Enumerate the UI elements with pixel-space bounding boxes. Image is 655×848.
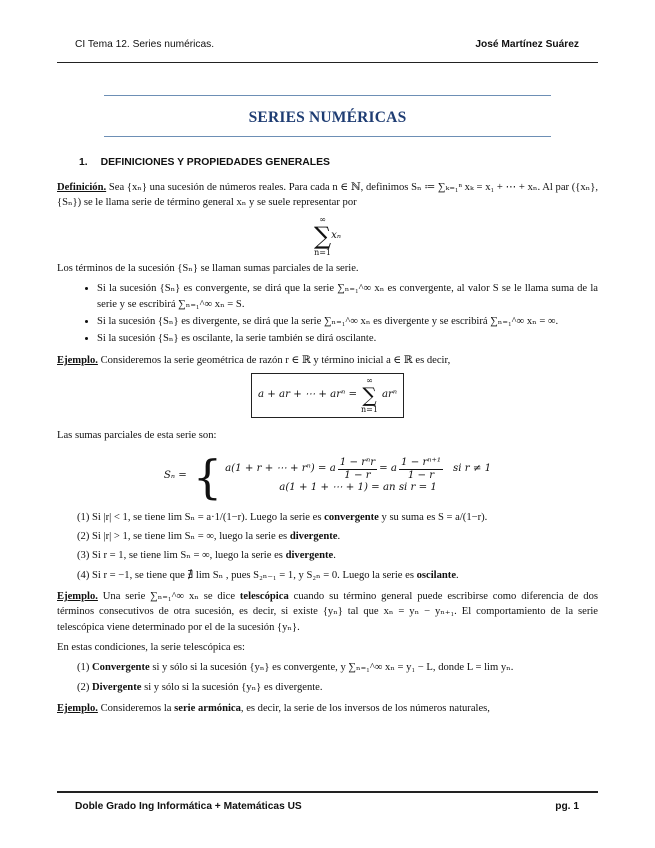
geometric-case-item	[77, 548, 598, 563]
telescopic-text-a: Una serie ∑ₙ₌₁^∞ xₙ se dice	[102, 590, 240, 602]
page-number: pg. 1	[555, 801, 579, 812]
sum-term: xₙ	[331, 230, 341, 241]
definition-text: Sea {xₙ} una sucesión de números reales. Para cada n ∈ ℕ, definimos Sₙ ≔ ∑ₖ₌₁ⁿ xₖ = x₁ + ⋯ + xₙ. Al par ({xₙ}, {Sₙ}) se le llama serie de término general xₙ y se suele representar por	[57, 182, 598, 209]
boxed-sum-term: arⁿ	[381, 389, 398, 401]
example-label: Ejemplo.	[57, 590, 98, 602]
harmonic-term: serie armónica	[174, 703, 241, 715]
telescopic-cases-list	[77, 660, 598, 695]
item-number: (1)	[77, 662, 90, 674]
sigma-glyph: ∑	[313, 221, 332, 250]
telescopic-text-b: cuando su término general puede escribirse como diferencia de dos términos consecutivos de otra sucesión, es decir, si existe {yₙ} tal que xₙ = yₙ − yₙ₊₁. El comportamiento de la serie telescópica viene determinado por el de la sucesión {yₙ}.	[57, 590, 598, 633]
geometric-case-item	[77, 529, 598, 544]
title-bottom-rule	[104, 136, 551, 137]
frac-denominator: 1 − r	[344, 469, 371, 481]
partial-sums-paragraph: Los términos de la sucesión {Sₙ} se llaman sumas parciales de la serie.	[57, 262, 359, 274]
geometric-case-item	[77, 568, 598, 583]
frac-denominator: 1 − r	[407, 469, 435, 481]
item-emphasis: convergente	[324, 511, 379, 523]
left-brace: {	[192, 449, 223, 504]
header-course-title: CI Tema 12. Series numéricas.	[75, 39, 215, 50]
page-title: SERIES NUMÉRICAS	[248, 109, 407, 126]
item-number: (3)	[77, 550, 90, 562]
sigma-glyph: ∑	[362, 383, 377, 408]
cases-body	[225, 457, 491, 495]
section-title: DEFINICIONES Y PROPIEDADES GENERALES	[100, 157, 330, 168]
harmonic-paragraph	[57, 701, 598, 716]
geometric-cases-list	[77, 510, 598, 583]
telescopic-paragraph	[57, 589, 598, 635]
boxed-sum-upper: ∞	[366, 376, 373, 386]
boxed-sum-lower: n=1	[361, 405, 378, 415]
definition-label: Definición.	[57, 182, 107, 194]
main-content	[57, 155, 598, 721]
footer-degree: Doble Grado Ing Informática + Matemáticas US	[75, 801, 302, 812]
item-tail: .	[337, 530, 341, 542]
boxed-partial-expansion: a + ar + ⋯ + arⁿ =	[257, 389, 358, 401]
example-label: Ejemplo.	[57, 354, 98, 366]
header-rule	[57, 62, 598, 63]
definition-paragraph	[57, 180, 598, 211]
geometric-series-box-row	[57, 373, 598, 418]
example-geometric-intro	[57, 353, 598, 368]
sum-upper-limit: ∞	[319, 214, 326, 224]
item-emphasis: divergente	[285, 550, 334, 562]
item-number: (1)	[77, 511, 90, 523]
frac-numerator: 1 − rⁿ⁺¹	[401, 457, 441, 469]
geometric-case-item	[77, 510, 598, 525]
case1-expansion: a(1 + r + ⋯ + rⁿ) = a	[225, 462, 336, 474]
telescopic-case-item	[77, 680, 598, 695]
title-top-rule	[104, 95, 551, 96]
sn-label: Sₙ =	[163, 470, 187, 482]
bullet-divergent: • Si la sucesión {Sₙ} es divergente, se dirá que la serie ∑ₙ₌₁^∞ xₙ es divergente y se escribirá ∑ₙ₌₁^∞ xₙ = ∞.	[97, 314, 598, 329]
example-geometric-text: Consideremos la serie geométrica de razón r ∈ ℝ y término inicial a ∈ ℝ es decir,	[100, 354, 451, 366]
example-label: Ejemplo.	[57, 703, 98, 715]
bullet-convergent: • Si la sucesión {Sₙ} es convergente, se dirá que la serie ∑ₙ₌₁^∞ xₙ es convergente, al valor S se le llama suma de la serie y se escribirá ∑ₙ₌₁^∞ xₙ = S.	[97, 281, 598, 312]
header-author: José Martínez Suárez	[475, 39, 579, 50]
item-tail: y su suma es S = a/(1−r).	[378, 511, 488, 523]
case1-fraction-2	[399, 457, 443, 480]
partial-sums-label: Las sumas parciales de esta serie son:	[57, 430, 217, 442]
item-text: Si |r| < 1, se tiene lim Sₙ = a·1/(1−r). Luego la serie es	[92, 511, 322, 523]
boxed-summation	[361, 377, 378, 414]
item-number: (4)	[77, 569, 90, 581]
telescopic-case-item	[77, 660, 598, 675]
telescopic-term: telescópica	[239, 590, 289, 602]
item-text: si y sólo si la sucesión {yₙ} es convergente, y ∑ₙ₌₁^∞ xₙ = y₁ − L, donde L = lim yₙ.	[149, 662, 514, 674]
case1-equals: = a	[379, 462, 398, 474]
section-heading	[79, 155, 598, 170]
footer-rule	[57, 791, 598, 793]
item-number: (2)	[77, 530, 90, 542]
item-number: (2)	[77, 681, 90, 693]
item-text: Si |r| > 1, se tiene lim Sₙ = ∞, luego la serie es	[92, 530, 288, 542]
convergence-bullets	[57, 281, 598, 346]
harmonic-text-a: Consideremos la	[100, 703, 175, 715]
item-emphasis: divergente	[289, 530, 338, 542]
telescopic-conditions-label: En estas condiciones, la serie telescópica es:	[57, 642, 245, 654]
harmonic-text-b: , es decir, la serie de los inversos de los números naturales,	[240, 703, 490, 715]
item-emphasis: Divergente	[92, 681, 142, 693]
geometric-series-box	[251, 373, 404, 418]
bullet-oscillating: • Si la sucesión {Sₙ} es oscilante, la serie también se dirá oscilante.	[97, 331, 598, 346]
series-display	[57, 216, 598, 257]
item-text: Si r = −1, se tiene que ∄ lim Sₙ , pues S₂ₙ₋₁ = 1, y S₂ₙ = 0. Luego la serie es	[92, 569, 414, 581]
item-text: Si r = 1, se tiene lim Sₙ = ∞, luego la serie es	[92, 550, 283, 562]
case1-fraction-1	[338, 457, 377, 480]
partial-sum-cases	[57, 449, 598, 504]
item-emphasis: Convergente	[92, 662, 150, 674]
frac-numerator: 1 − rⁿr	[339, 457, 376, 469]
case-r-one: a(1 + 1 + ⋯ + 1) = an si r = 1	[279, 481, 437, 493]
summation-symbol	[314, 216, 331, 257]
item-emphasis: oscilante	[416, 569, 457, 581]
section-number: 1.	[79, 157, 88, 168]
case1-condition: si r ≠ 1	[452, 462, 492, 474]
item-tail: .	[333, 550, 336, 562]
sum-lower-limit: n=1	[314, 247, 332, 257]
item-tail: .	[456, 569, 459, 581]
item-text: si y sólo si la sucesión {yₙ} es divergente.	[141, 681, 323, 693]
case-r-not-one	[225, 457, 491, 480]
